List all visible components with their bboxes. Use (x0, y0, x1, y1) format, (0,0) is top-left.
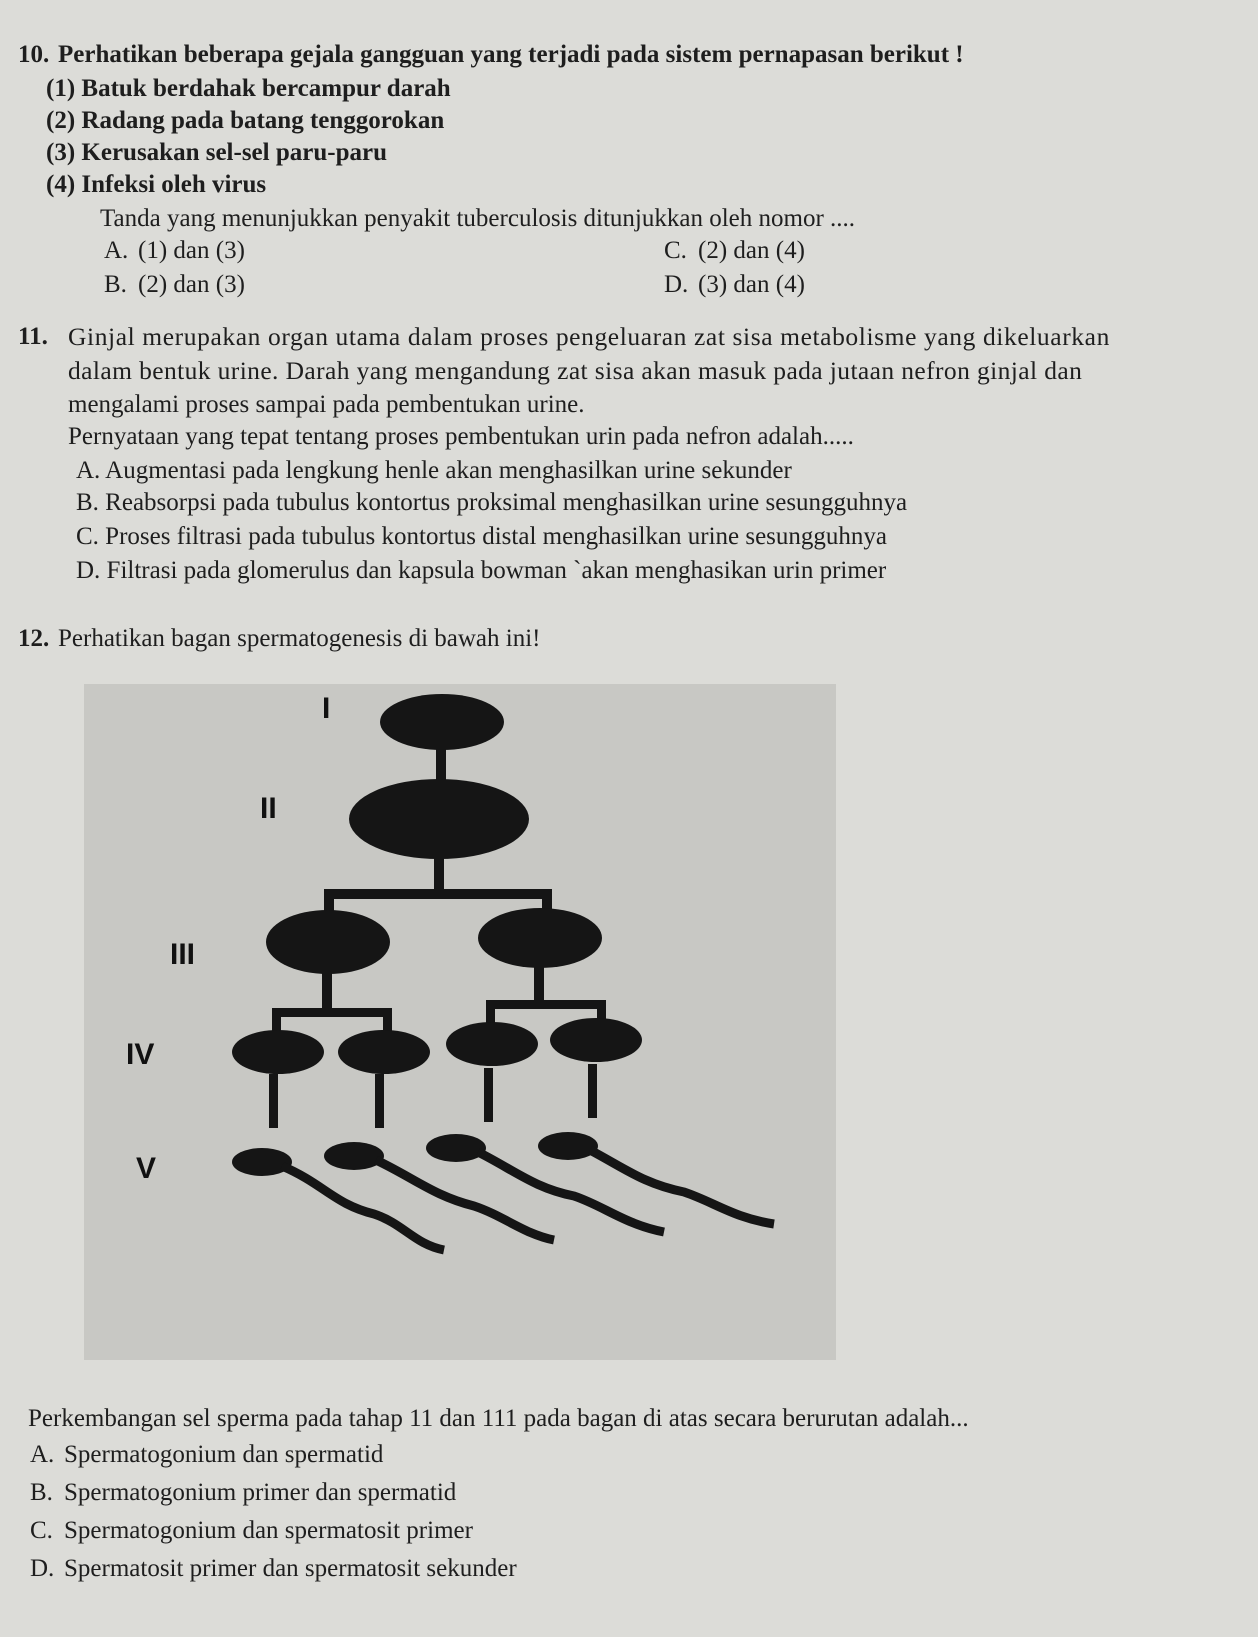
stage-iv-cell-2 (338, 1030, 430, 1074)
q10-item-3: (3) Kerusakan sel-sel paru-paru (46, 139, 387, 166)
q11-option-c[interactable]: C. Proses filtrasi pada tubulus kontortus distal menghasilkan urine sesungguhnya (76, 523, 888, 550)
stage-label-ii: II (260, 792, 277, 825)
q12-question: Perkembangan sel sperma pada tahap 11 dan 111 pada bagan di atas secara berurutan adalah... (28, 1405, 969, 1432)
q10-option-a[interactable]: A. (1) dan (3) (104, 237, 245, 264)
q12-option-c[interactable]: C. Spermatogonium dan spermatosit primer (30, 1517, 473, 1544)
stage-iv-cell-4 (550, 1018, 642, 1062)
q10-option-d[interactable]: D. (3) dan (4) (664, 271, 805, 298)
stage-label-iv: IV (126, 1038, 155, 1071)
stage-label-i: I (322, 692, 331, 725)
q10-item-4: (4) Infeksi oleh virus (46, 171, 267, 198)
stage-iv-branch-right (486, 1000, 606, 1009)
stage-iii-cell-left (266, 910, 390, 974)
stage-v-sperm-4 (538, 1132, 774, 1224)
stage-iv-cell-1 (232, 1030, 324, 1074)
q11-question: Pernyataan yang tepat tentang proses pembentukan urin pada nefron adalah..... (68, 423, 854, 450)
q10-option-c[interactable]: C. (2) dan (4) (664, 237, 805, 264)
q11-text-line-3: mengalami proses sampai pada pembentukan urine. (68, 391, 585, 418)
q11-option-d[interactable]: D. Filtrasi pada glomerulus dan kapsula bowman `akan menghasikan urin primer (76, 557, 887, 584)
q11-option-a[interactable]: A. Augmentasi pada lengkung henle akan menghasilkan urine sekunder (76, 457, 792, 484)
stage-iii-cell-right (478, 908, 602, 968)
q11-text-line-1: Ginjal merupakan organ utama dalam proses pengeluaran zat sisa metabolisme yang dikeluarkan (68, 322, 1110, 351)
q10-stem: Perhatikan beberapa gejala gangguan yang terjadi pada sistem pernapasan berikut ! (58, 41, 964, 68)
stage-iv-cell-3 (446, 1022, 538, 1066)
q12-option-b[interactable]: B. Spermatogonium primer dan spermatid (30, 1479, 457, 1506)
q11-text-line-2: dalam bentuk urine. Darah yang mengandung zat sisa akan masuk pada jutaan nefron ginjal dan (68, 356, 1083, 385)
stage-ii-cell (349, 779, 529, 859)
q12-option-a[interactable]: A. Spermatogonium dan spermatid (30, 1441, 384, 1468)
stage-label-v: V (136, 1152, 157, 1185)
stage-iv-branch-left (272, 1008, 392, 1017)
q10-item-2: (2) Radang pada batang tenggorokan (46, 107, 445, 134)
q12-stem: Perhatikan bagan spermatogenesis di bawah ini! (58, 625, 541, 652)
q10-number: 10. (18, 41, 50, 68)
q10-option-b[interactable]: B. (2) dan (3) (104, 271, 245, 298)
q10-question: Tanda yang menunjukkan penyakit tuberculosis ditunjukkan oleh nomor .... (100, 205, 856, 232)
q10-item-1: (1) Batuk berdahak bercampur darah (46, 75, 451, 102)
stage-label-iii: III (170, 938, 196, 971)
q12-number: 12. (18, 625, 50, 652)
spermatogenesis-diagram (84, 684, 836, 1360)
q11-option-b[interactable]: B. Reabsorpsi pada tubulus kontortus proksimal menghasilkan urine sesungguhnya (76, 489, 908, 516)
stage-i-cell (380, 694, 504, 750)
spermatogenesis-svg (84, 684, 836, 1360)
q12-option-d[interactable]: D. Spermatosit primer dan spermatosit sekunder (30, 1555, 517, 1582)
stage-iii-branch (324, 889, 552, 899)
q11-number: 11. (18, 323, 48, 350)
